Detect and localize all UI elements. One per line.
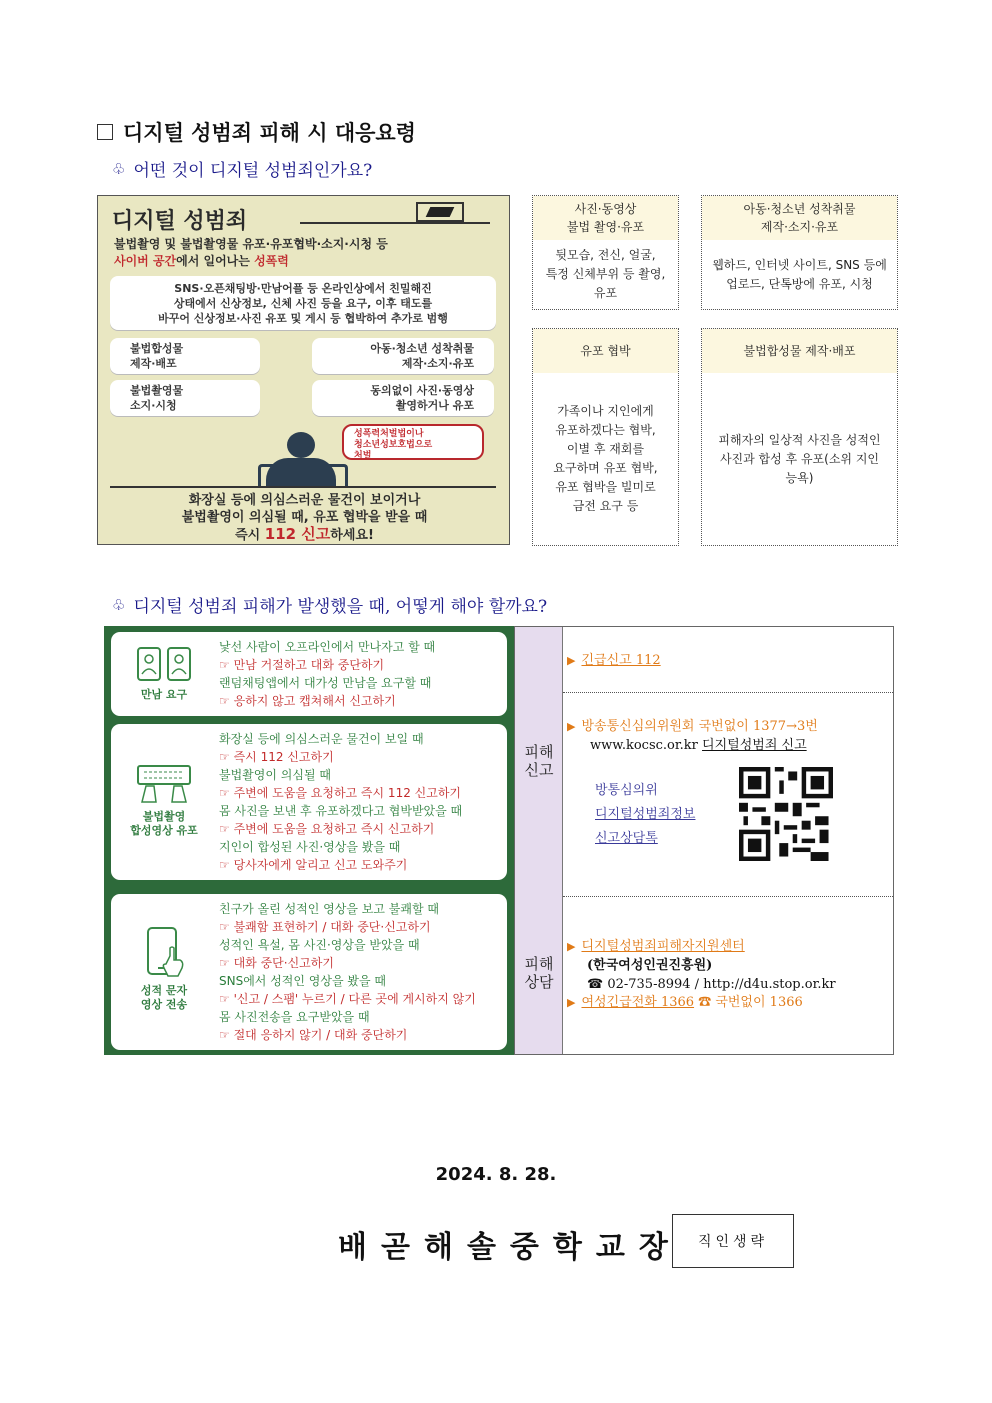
counsel-label-line: 상담 xyxy=(524,973,554,991)
category-synthetic xyxy=(701,328,898,546)
bubble-child-exploitation xyxy=(312,338,494,374)
separator xyxy=(563,692,893,693)
category-head xyxy=(702,329,897,373)
category-head xyxy=(533,196,678,240)
report-label xyxy=(515,743,563,779)
situation-card-sexual-message xyxy=(111,894,507,1050)
category-body-line: 업로드, 단톡방에 유포, 시청 xyxy=(726,276,873,291)
emergency-report xyxy=(567,651,661,670)
report-112-text: 112 신고 xyxy=(264,525,331,543)
situation-label: 불법촬영 xyxy=(142,810,186,823)
situation-line: 친구가 올린 성적인 영상을 보고 불쾌할 때 xyxy=(219,902,439,916)
meeting-icon-group xyxy=(121,644,207,702)
kcsc-url-line xyxy=(590,736,807,755)
bubble-line: 상태에서 신상정보, 신체 사진 등을 요구, 이후 태도를 xyxy=(173,297,433,310)
video-call-icon xyxy=(132,644,196,684)
base-line xyxy=(110,486,496,488)
triangle-bullet-icon: ▶ xyxy=(567,720,576,733)
center-phone: ☎ 02-735-8994 / http://d4u.stop.or.kr xyxy=(587,977,836,992)
emergency-text: 긴급신고 112 xyxy=(581,653,661,668)
kcsc-url-tail: 디지털성범죄 신고 xyxy=(702,738,807,753)
category-body-line: 가족이나 지인에게 xyxy=(557,404,654,418)
phone-icon-group xyxy=(121,926,207,1012)
situation-line: 지인이 합성된 사진·영상을 봤을 때 xyxy=(219,840,401,854)
legal-line: 성폭력처벌법이나 xyxy=(354,429,424,439)
report-label-line: 신고 xyxy=(524,761,554,779)
category-body xyxy=(702,240,897,309)
infographic-line-1: 불법촬영 및 불법촬영물 유포·유포협박·소지·시청 등 xyxy=(114,237,388,251)
bubble-line: 제작·배포 xyxy=(130,357,177,370)
person-body-shape xyxy=(266,458,336,486)
occurs-text: 에서 일어나는 xyxy=(176,254,255,268)
situation-lines xyxy=(219,900,476,1044)
category-body-line: 유포 xyxy=(593,286,618,300)
bubble-synthetic xyxy=(110,338,260,374)
section-heading-text: 디지털 성범죄 피해 시 대응요령 xyxy=(123,121,416,145)
counsel-label xyxy=(515,955,563,991)
report-label-line: 피해 xyxy=(524,743,554,761)
bubble-line: 아동·청소년 성착취물 xyxy=(370,342,474,355)
situation-line: 화장실 등에 의심스러운 물건이 보일 때 xyxy=(219,732,424,746)
hotline-number: ☎ 국번없이 1366 xyxy=(698,995,803,1010)
sexual-violence-text: 성폭력 xyxy=(254,254,289,268)
situation-action: ☞ 절대 응하지 않기 / 대화 중단하기 xyxy=(219,1028,408,1042)
question-2 xyxy=(112,592,547,617)
separator xyxy=(563,896,893,897)
kcsc-url[interactable]: www.kocsc.or.kr xyxy=(590,738,698,753)
category-head-line: 사진·동영상 xyxy=(574,202,637,216)
kcsc-report xyxy=(567,717,818,736)
checkbox-square-icon xyxy=(97,124,113,140)
category-body-line: 요구하며 유포 협박, xyxy=(553,461,658,475)
triangle-bullet-icon: ▶ xyxy=(567,996,576,1009)
situation-card-illegal-filming xyxy=(111,724,507,880)
category-body-line: 유포하겠다는 협박, xyxy=(555,423,656,437)
category-body xyxy=(702,373,897,545)
center-counsel xyxy=(567,937,745,956)
situation-label: 합성영상 유포 xyxy=(130,824,198,837)
bubble-online-grooming xyxy=(110,276,496,330)
section-heading xyxy=(97,117,416,147)
situation-action: ☞ 만남 거절하고 대화 중단하기 xyxy=(219,658,385,672)
situation-line: 몸 사진전송을 요구받았을 때 xyxy=(219,1010,370,1024)
category-body-line: 능욕) xyxy=(785,470,814,485)
center-org: (한국여성인권진흥원) xyxy=(587,958,713,973)
question-2-text: 디지털 성범죄 피해가 발생했을 때, 어떻게 해야 할까요? xyxy=(133,597,548,617)
situation-action: ☞ '신고 / 스팸' 누르기 / 다른 곳에 게시하지 않기 xyxy=(219,992,476,1006)
hotline-text: 여성긴급전화 1366 xyxy=(581,995,695,1010)
legal-bubble xyxy=(342,424,484,460)
situation-line: 불법촬영이 의심될 때 xyxy=(219,768,331,782)
keyboard-hands-icon xyxy=(132,762,196,806)
bubble-line: 동의없이 사진·동영상 xyxy=(370,384,474,397)
category-head-line: 불법 촬영·유포 xyxy=(566,220,645,234)
category-body-line: 이별 후 재회를 xyxy=(566,442,645,456)
situation-line: 랜덤채팅앱에서 대가성 만남을 요구할 때 xyxy=(219,676,432,690)
legal-line: 청소년성보호법으로 xyxy=(354,440,433,450)
qr-caption-line: 디지털성범죄정보 xyxy=(595,807,696,822)
situation-card-meeting xyxy=(111,632,507,716)
situation-action: ☞ 주변에 도움을 요청하고 즉시 112 신고하기 xyxy=(219,786,462,800)
document-date: 2024. 8. 28. xyxy=(435,1164,557,1185)
category-body-line: 뒷모습, 전신, 얼굴, xyxy=(555,248,656,262)
situation-line: SNS에서 성적인 영상을 봤을 때 xyxy=(219,974,386,988)
hotline xyxy=(567,993,803,1012)
situation-label: 만남 요구 xyxy=(140,688,188,701)
center-name: 디지털성범죄피해자지원센터 xyxy=(581,939,745,954)
laptop-icon xyxy=(416,202,464,222)
category-photo-video xyxy=(532,195,679,310)
counsel-label-line: 피해 xyxy=(524,955,554,973)
situation-lines xyxy=(219,638,435,710)
bottom-line-2: 불법촬영이 의심될 때, 유포 협박을 받을 때 xyxy=(181,510,428,525)
title-underline xyxy=(300,222,490,224)
situation-line: 낯선 사람이 오프라인에서 만나자고 할 때 xyxy=(219,640,436,654)
situation-line: 성적인 욕설, 몸 사진·영상을 받았을 때 xyxy=(219,938,420,952)
bubble-line: 불법촬영물 xyxy=(130,384,184,397)
category-body-line: 사진과 합성 후 유포(소위 지인 xyxy=(719,451,880,466)
category-head xyxy=(533,329,678,373)
digital-crime-infographic xyxy=(97,195,510,545)
situation-line: 몸 사진을 보낸 후 유포하겠다고 협박받았을 때 xyxy=(219,804,463,818)
category-body xyxy=(533,373,678,545)
report-panel xyxy=(514,626,894,1055)
category-body xyxy=(533,240,678,309)
filming-icon-group xyxy=(121,762,207,838)
cyber-space-text: 사이버 공간 xyxy=(114,254,177,268)
situation-action: ☞ 즉시 112 신고하기 xyxy=(219,750,334,764)
category-body-line: 웹하드, 인터넷 사이트, SNS 등에 xyxy=(712,257,887,272)
seal-omitted-box: 직인생략 xyxy=(672,1214,794,1268)
bubble-line: 제작·소지·유포 xyxy=(401,357,474,370)
situation-action: ☞ 응하지 않고 캡쳐해서 신고하기 xyxy=(219,694,396,708)
category-body-line: 피해자의 일상적 사진을 성적인 xyxy=(718,432,881,447)
category-head-line: 불법합성물 제작·배포 xyxy=(743,344,856,358)
situation-action: ☞ 대화 중단·신고하기 xyxy=(219,956,334,970)
situation-action: ☞ 불쾌함 표현하기 / 대화 중단·신고하기 xyxy=(219,920,431,934)
bottom-line-3a: 즉시 xyxy=(235,528,265,543)
category-body-line: 유포 협박을 빌미로 xyxy=(555,480,656,494)
category-threat xyxy=(532,328,679,546)
qr-caption-line: 방통심의위 xyxy=(595,783,658,798)
triangle-bullet-icon: ▶ xyxy=(567,654,576,667)
situation-label: 성적 문자 xyxy=(140,984,188,997)
situation-lines xyxy=(219,730,462,874)
bottom-line-1: 화장실 등에 의심스러운 물건이 보이거나 xyxy=(188,493,421,508)
situation-panel xyxy=(104,626,514,1055)
infographic-title: 디지털 성범죄 xyxy=(112,209,248,234)
question-1-text: 어떤 것이 디지털 성범죄인가요? xyxy=(133,161,373,181)
category-body-line: 금전 요구 등 xyxy=(572,499,639,513)
bottom-line-3c: 하세요! xyxy=(330,528,374,543)
bubble-line: 불법합성물 xyxy=(130,342,184,355)
situation-action: ☞ 주변에 도움을 요청하고 즉시 신고하기 xyxy=(219,822,435,836)
category-head xyxy=(702,196,897,240)
infographic-line-2 xyxy=(114,252,289,269)
bubble-nonconsensual xyxy=(312,380,494,416)
qr-caption-line: 신고상담톡 xyxy=(595,831,658,846)
category-child-exploitation xyxy=(701,195,898,310)
bubble-line: SNS·오픈채팅방·만남어플 등 온라인상에서 친밀해진 xyxy=(174,282,432,295)
phone-touch-icon xyxy=(132,926,196,980)
school-principal: 배곧해솔중학교장 xyxy=(338,1230,682,1265)
bubble-line: 촬영하거나 유포 xyxy=(395,399,474,412)
bubble-line: 바꾸어 신상정보·사진 유포 및 게시 등 협박하여 추가로 범행 xyxy=(158,312,448,325)
qr-caption xyxy=(595,779,695,851)
qr-code-icon[interactable] xyxy=(739,767,833,861)
bubble-line: 소지·시청 xyxy=(130,399,177,412)
clover-icon: ♧ xyxy=(112,159,126,178)
category-head-line: 제작·소지·유포 xyxy=(760,220,839,234)
question-1 xyxy=(112,156,372,181)
kcsc-text: 방송통신심의위원회 국번없이 1377→3번 xyxy=(581,719,818,734)
category-head-line: 아동·청소년 성착취물 xyxy=(743,202,856,216)
legal-line: 처벌 xyxy=(354,451,372,461)
person-icon xyxy=(287,432,315,458)
bubble-possession xyxy=(110,380,260,416)
clover-icon: ♧ xyxy=(112,595,126,614)
situation-label: 영상 전송 xyxy=(140,998,188,1011)
infographic-bottom xyxy=(98,492,510,544)
situation-action: ☞ 당사자에게 알리고 신고 도와주기 xyxy=(219,858,408,872)
category-head-line: 유포 협박 xyxy=(580,344,631,358)
triangle-bullet-icon: ▶ xyxy=(567,940,576,953)
category-body-line: 특정 신체부위 등 촬영, xyxy=(545,267,666,281)
bottom-line-3 xyxy=(98,526,510,544)
